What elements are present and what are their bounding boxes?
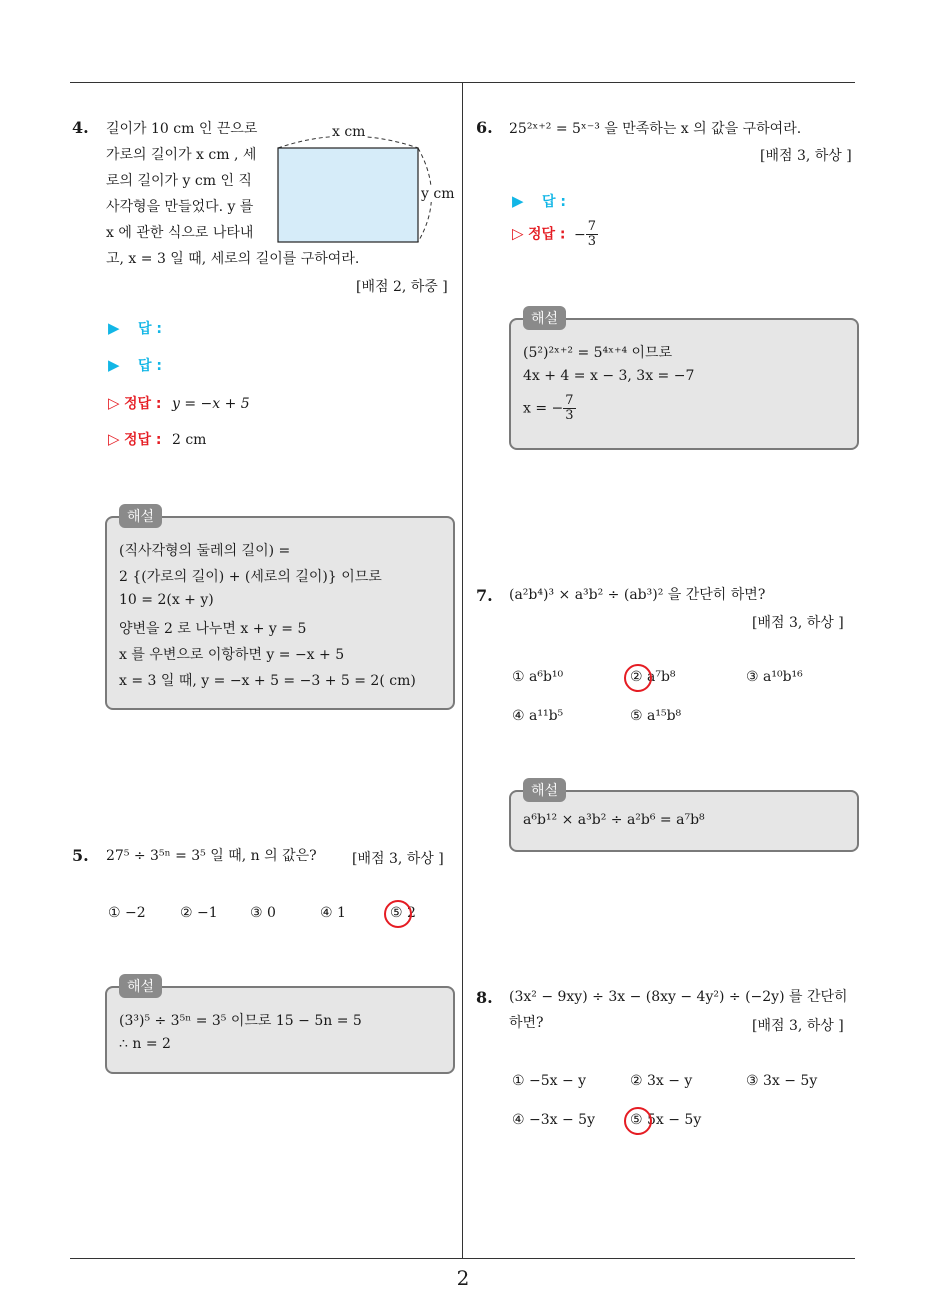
triangle-outline-icon: ▷ xyxy=(108,394,120,412)
q4-solution-box xyxy=(105,509,455,710)
page-number: 2 xyxy=(456,1266,470,1290)
q4-line-1: 길이가 10 cm 인 끈으로 xyxy=(106,121,258,137)
q5-meta: [배점 3, 하상 ] xyxy=(352,851,444,867)
q8-meta: [배점 3, 하상 ] xyxy=(752,1018,844,1034)
q5-choice-1[interactable]: ① −2 xyxy=(108,905,146,921)
q5-choice-3[interactable]: ③ 0 xyxy=(250,905,276,921)
q8-choice-5[interactable]: ⑤ 5x − 5y xyxy=(630,1112,702,1128)
q5-sol-line: (3³)⁵ ÷ 3⁵ⁿ = 3⁵ 이므로 15 − 5n = 5 xyxy=(119,1013,362,1029)
solution-tag: 해설 xyxy=(119,974,162,998)
q5-sol-line: ∴ n = 2 xyxy=(119,1036,171,1052)
q7-meta: [배점 3, 하상 ] xyxy=(752,615,844,631)
q4-sol-line: (직사각형의 둘레의 길이) = xyxy=(119,543,291,559)
q5-number: 5. xyxy=(72,846,89,865)
q6-solution-box xyxy=(509,311,859,450)
q6-number: 6. xyxy=(476,118,493,137)
q4-sol-line: 2 {(가로의 길이) + (세로의 길이)} 이므로 xyxy=(119,569,382,585)
answer-mark-circle xyxy=(624,664,652,692)
q8-question-line-1: (3x² − 9xy) ÷ 3x − (8xy − 4y²) ÷ (−2y) 를 간단히 xyxy=(509,989,848,1005)
q8-choice-4[interactable]: ④ −3x − 5y xyxy=(512,1112,595,1128)
q4-line-2: 가로의 길이가 x cm , 세 xyxy=(106,147,257,163)
q6-correct: ▷ 정답 : − $\frac{7}{3}$ xyxy=(512,219,596,249)
column-divider xyxy=(462,82,463,1258)
q4-line-4: 사각형을 만들었다. y 를 xyxy=(106,199,254,215)
q8-choice-3[interactable]: ③ 3x − 5y xyxy=(746,1073,818,1089)
q7-choice-3[interactable]: ③ a¹⁰b¹⁶ xyxy=(746,669,803,685)
answer-mark-circle xyxy=(384,900,412,928)
q7-sol-line: a⁶b¹² × a³b² ÷ a²b⁶ = a⁷b⁸ xyxy=(523,812,705,828)
q6-question: 25²ˣ⁺² = 5ˣ⁻³ 을 만족하는 x 의 값을 구하여라. xyxy=(509,121,802,137)
q4-correct-1: ▷ 정답 : y = −x + 5 xyxy=(108,394,250,412)
q4-line-6: 고, x = 3 일 때, 세로의 길이를 구하여라. xyxy=(106,251,360,267)
q4-sol-line: 양변을 2 로 나누면 x + y = 5 xyxy=(119,621,307,637)
q4-answer-2: ▶ 답 : xyxy=(108,356,162,374)
q6-sol-line: 4x + 4 = x − 3, 3x = −7 xyxy=(523,368,695,384)
q8-choice-1[interactable]: ① −5x − y xyxy=(512,1073,587,1089)
q4-sol-line: 10 = 2(x + y) xyxy=(119,592,214,608)
play-icon: ▶ xyxy=(108,319,120,337)
q4-meta: [배점 2, 하중 ] xyxy=(356,279,448,295)
q7-solution-box xyxy=(509,783,859,852)
q4-correct-2: ▷ 정답 : 2 cm xyxy=(108,430,207,448)
q6-sol-line: x = − $\frac{7}{3}$ xyxy=(523,393,574,423)
q5-choice-2[interactable]: ② −1 xyxy=(180,905,218,921)
q8-choice-2[interactable]: ② 3x − y xyxy=(630,1073,693,1089)
q8-question-line-2: 하면? xyxy=(509,1015,544,1031)
q4-sol-line: x = 3 일 때, y = −x + 5 = −3 + 5 = 2( cm) xyxy=(119,673,416,689)
solution-tag: 해설 xyxy=(119,504,162,528)
q4-sol-line: x 를 우변으로 이항하면 y = −x + 5 xyxy=(119,647,345,663)
q4-height-label: y cm xyxy=(421,186,455,202)
q5-question: 27⁵ ÷ 3⁵ⁿ = 3⁵ 일 때, n 의 값은? xyxy=(106,848,317,864)
solution-tag: 해설 xyxy=(523,306,566,330)
q7-number: 7. xyxy=(476,586,493,605)
bottom-rule xyxy=(70,1258,855,1259)
q8-number: 8. xyxy=(476,988,493,1007)
solution-tag: 해설 xyxy=(523,778,566,802)
q5-choice-4[interactable]: ④ 1 xyxy=(320,905,346,921)
triangle-outline-icon: ▷ xyxy=(512,224,524,243)
q7-choice-1[interactable]: ① a⁶b¹⁰ xyxy=(512,669,564,685)
q7-question: (a²b⁴)³ × a³b² ÷ (ab³)² 을 간단히 하면? xyxy=(509,587,766,603)
play-icon: ▶ xyxy=(512,192,524,210)
q5-choice-5[interactable]: ⑤ 2 xyxy=(390,905,416,921)
play-icon: ▶ xyxy=(108,356,120,374)
q6-meta: [배점 3, 하상 ] xyxy=(760,148,852,164)
triangle-outline-icon: ▷ xyxy=(108,430,120,448)
q7-choice-4[interactable]: ④ a¹¹b⁵ xyxy=(512,708,564,724)
answer-mark-circle xyxy=(624,1107,652,1135)
q4-line-3: 로의 길이가 y cm 인 직 xyxy=(106,173,252,189)
q4-answer-1: ▶ 답 : xyxy=(108,319,162,337)
q6-sol-line: (5²)²ˣ⁺² = 5⁴ˣ⁺⁴ 이므로 xyxy=(523,345,673,361)
q7-choice-5[interactable]: ⑤ a¹⁵b⁸ xyxy=(630,708,682,724)
q7-choice-2[interactable]: ② a⁷b⁸ xyxy=(630,669,676,685)
q6-answer: ▶ 답 : xyxy=(512,192,566,210)
q4-line-5: x 에 관한 식으로 나타내 xyxy=(106,225,254,241)
q4-width-label: x cm xyxy=(332,124,366,140)
q5-solution-box xyxy=(105,979,455,1074)
q4-number: 4. xyxy=(72,118,89,137)
